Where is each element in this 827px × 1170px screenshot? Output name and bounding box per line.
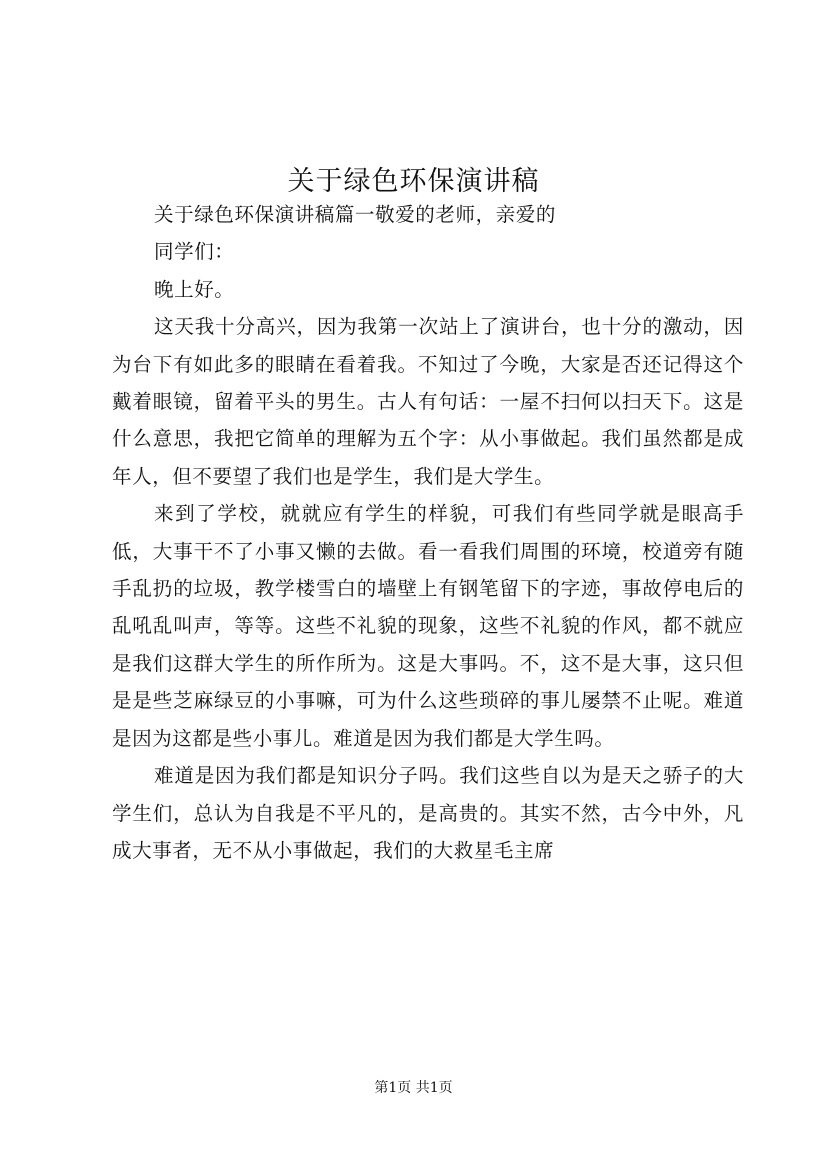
paragraph-1: 关于绿色环保演讲稿篇一敬爱的老师，亲爱的 bbox=[154, 203, 557, 226]
paragraph-4: 这天我十分高兴，因为我第一次站上了演讲台，也十分的激动，因为台下有如此多的眼睛在看着我。不知过了今晚，大家是否还记得这个戴着眼镜，留着平头的男生。古人有句话：一屋不扫何以扫天下。这是什么意思，我把它简单的理解为五个字：从小事做起。我们虽然都是成年人，但不要望了我们也是学生，我们是大学生。 bbox=[112, 315, 744, 488]
document-title: 关于绿色环保演讲稿 bbox=[287, 166, 540, 198]
page-footer: 第1页 共1页 bbox=[374, 1080, 453, 1096]
document-body bbox=[112, 196, 744, 869]
paragraph-3: 晚上好。 bbox=[154, 277, 235, 301]
paragraph-6: 难道是因为我们都是知识分子吗。我们这些自以为是天之骄子的大学生们，总认为自我是不平凡的，是高贵的。其实不然，古今中外，凡成大事者，无不从小事做起，我们的大救星毛主席 bbox=[112, 764, 744, 862]
paragraph-2: 同学们： bbox=[154, 240, 235, 264]
paragraph-5: 来到了学校，就就应有学生的样貌，可我们有些同学就是眼高手低，大事干不了小事又懒的去做。看一看我们周围的环境，校道旁有随手乱扔的垃圾，教学楼雪白的墙壁上有钢笔留下的字迹，事故停电后的乱吼乱叫声，等等。这些不礼貌的现象，这些不礼貌的作风，都不就应是我们这群大学生的所作所为。这是大事吗。不，这不是大事，这只但是是些芝麻绿豆的小事嘛，可为什么这些琐碎的事儿屡禁不止呢。难道是因为这都是些小事儿。难道是因为我们都是大学生吗。 bbox=[112, 502, 744, 750]
